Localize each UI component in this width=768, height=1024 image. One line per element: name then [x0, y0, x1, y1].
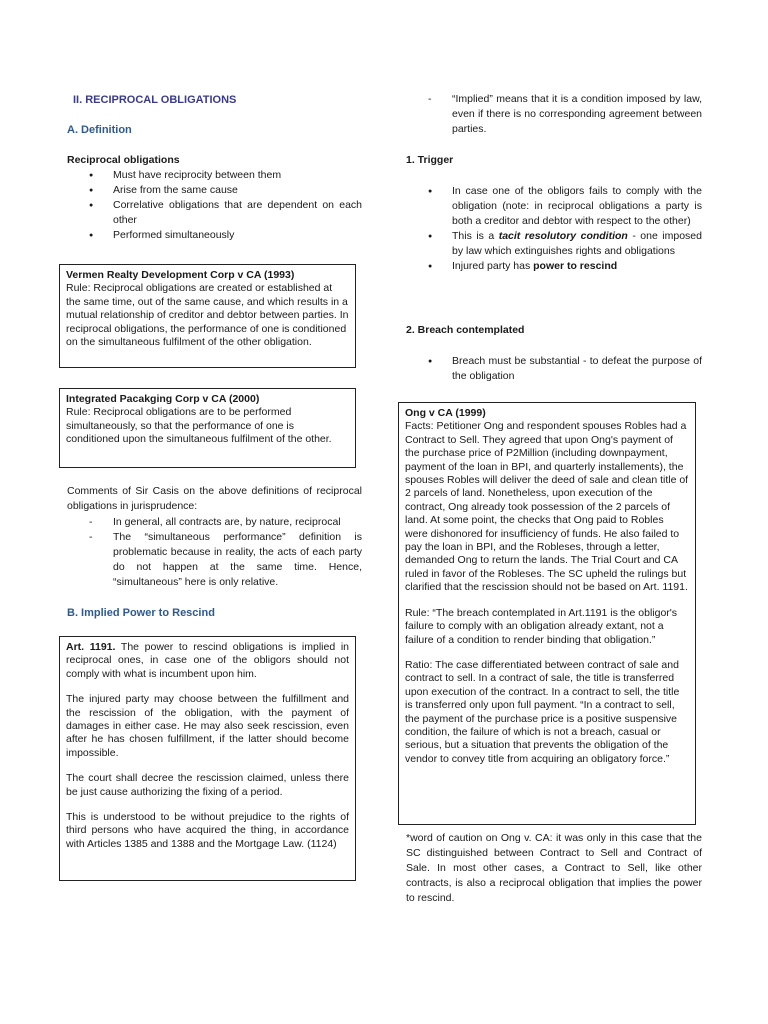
case-title: Integrated Pacakging Corp v CA (2000) — [66, 393, 260, 405]
list-item: ● In case one of the obligors fails to comply with the obligation (note: in reciprocal obligations a party is both a creditor and debtor with respect to the other) — [406, 184, 702, 229]
article-label: Art. 1191. — [66, 641, 116, 653]
list-item: - In general, all contracts are, by nature, reciprocal — [67, 515, 362, 530]
section-a-heading: A. Definition — [67, 124, 132, 136]
list-item: ● Must have reciprocity between them — [67, 168, 362, 183]
comments-intro: Comments of Sir Casis on the above definitions of reciprocal obligations in jurisprudence: — [67, 485, 362, 512]
case-rule: Rule: Reciprocal obligations are created or established at the same time, out of the same cause, and which results in a mutual relationship of creditor and debtor between parties. In reciprocal obligations, the performance of one is conditioned on the simultaneous fulfilment of the other obligation. — [66, 282, 349, 349]
trigger-list — [406, 184, 702, 274]
list-item: ● Correlative obligations that are dependent on each other — [67, 198, 362, 228]
integrated-case-box — [59, 388, 356, 468]
reciprocal-obligations-heading: Reciprocal obligations — [67, 154, 180, 166]
article-p3: The court shall decree the rescission claimed, unless there be just cause authorizing the fixing of a period. — [66, 772, 349, 798]
case-ratio: Ratio: The case differentiated between contract of sale and contract to sell. In a contract of sale, the title is transferred upon execution of the contract. In a contract to sell, the title is transferred only upon full payment. “In a contract to sell, the payment of the purchase price is a positive suspensive condition, the failure of which is not a breach, casual or serious, but a situation that prevents the obligation of the vendor to convey title from acquiring an obligatory force.” — [405, 658, 680, 765]
article-p2: The injured party may choose between the fulfillment and the rescission of the obligation, with the payment of damages in either case. He may also seek rescission, even after he has chosen fulfillment, if the latter should become impossible. — [66, 693, 349, 759]
bold-text: power to rescind — [533, 260, 618, 272]
case-facts: Facts: Petitioner Ong and respondent spouses Robles had a Contract to Sell. They agreed that upon Ong's payment of the purchase price of P2Million (including downpayment, payment of the loan in BPI, and quarterly installements), the spouses Robles will deliver the deed of sale and clean title of 2 parcels of land. Nonetheless, upon execution of the contract, Ong already took possession of the 2 parcels of land. At some point, the checks that Ong paid to Robles were dishonored for insufficiency of funds. He also failed to pay the loan in BPI, and the Robleses, through a letter, demanded Ong to return the lands. The Trial Court and CA ruled in favor of the Robleses. The SC upheld the rulings but clarified that the rescission should not be based on Art. 1191. — [405, 420, 689, 594]
case-title: Ong v CA (1999) — [405, 407, 486, 419]
caution-note: *word of caution on Ong v. CA: it was only in this case that the SC distinguished between Contract to Sell and Contract of Sale. In most other cases, a Contract to Sell, like other contracts, is also a reciprocal obligation that implies the power to rescind. — [406, 832, 702, 904]
list-item: ● Performed simultaneously — [67, 228, 362, 243]
article-1191-box — [59, 636, 356, 881]
vermen-case-box — [59, 264, 356, 368]
reciprocal-list — [67, 168, 362, 243]
text-run: - one imposed by law which extinguishes rights and obligations — [452, 230, 702, 257]
section-b-heading: B. Implied Power to Rescind — [67, 607, 215, 619]
trigger-heading: 1. Trigger — [406, 154, 454, 166]
case-rule: Rule: “The breach contemplated in Art.1191 is the obligor's failure to comply with an obligation already extant, not a failure of a condition to render binding that obligation.” — [405, 606, 678, 646]
case-rule: Rule: Reciprocal obligations are to be performed simultaneously, so that the performance of one is conditioned upon the simultaneous fulfilment of the other. — [66, 406, 332, 446]
section-title: II. RECIPROCAL OBLIGATIONS — [73, 94, 237, 106]
article-text: The power to rescind obligations is implied in reciprocal ones, in case one of the obligors should not comply with what is incumbent upon him. — [66, 641, 349, 680]
comments-list — [67, 515, 362, 590]
list-item: - “Implied” means that it is a condition imposed by law, even if there is no corresponding agreement between parties. — [406, 92, 702, 137]
list-item: - The “simultaneous performance” definition is problematic because in reality, the acts of each party do not happen at the same time. Hence, “simultaneous” here is only relative. — [67, 530, 362, 590]
breach-list — [406, 354, 702, 384]
list-item: ● Breach must be substantial - to defeat the purpose of the obligation — [406, 354, 702, 384]
case-title: Vermen Realty Development Corp v CA (1993) — [66, 269, 295, 281]
list-item: ● Arise from the same cause — [67, 183, 362, 198]
text-run: Injured party has — [452, 260, 534, 272]
article-p1 — [66, 641, 349, 681]
list-item — [406, 229, 702, 259]
emphasis-text: tacit resolutory condition — [498, 230, 628, 242]
list-item — [406, 259, 702, 274]
breach-heading: 2. Breach contemplated — [406, 324, 525, 336]
implied-note — [406, 92, 702, 137]
ong-case-box — [398, 402, 696, 825]
article-p4: This is understood to be without prejudice to the rights of third persons who have acquired the thing, in accordance with Articles 1385 and 1388 and the Mortgage Law. (1124) — [66, 811, 349, 850]
text-run: This is a — [452, 230, 499, 242]
